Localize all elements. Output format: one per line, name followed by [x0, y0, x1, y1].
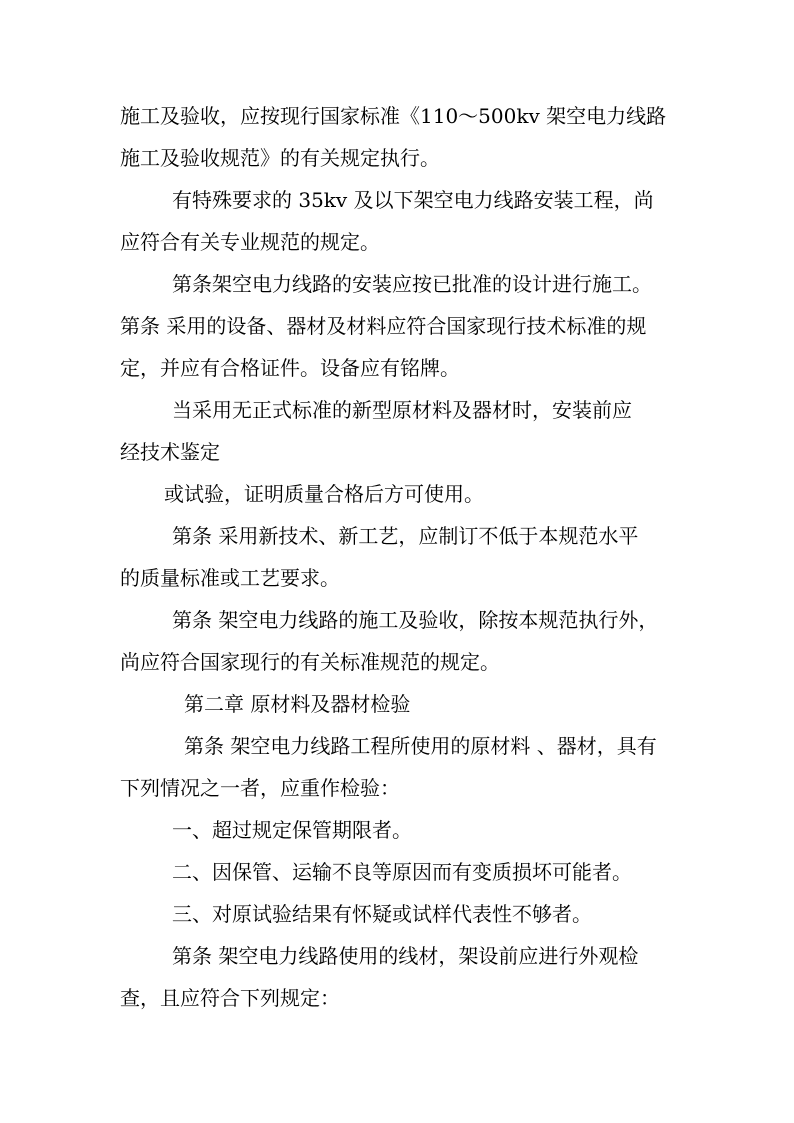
text-line: 施工及验收规范》的有关规定执行。 — [120, 146, 440, 170]
text-line: 第条 架空电力线路使用的线材，架设前应进行外观检 — [172, 944, 639, 968]
text-line: 或试验，证明质量合格后方可使用。 — [164, 482, 484, 506]
text-line: 尚应符合国家现行的有关标准规范的规定。 — [120, 650, 500, 674]
text-line: 施工及验收，应按现行国家标准《110～500kv 架空电力线路 — [120, 104, 667, 128]
text-line: 有特殊要求的 35kv 及以下架空电力线路安装工程，尚 — [172, 188, 654, 212]
text-line: 应符合有关专业规范的规定。 — [120, 230, 380, 254]
text-line: 当采用无正式标准的新型原材料及器材时，安装前应 — [172, 398, 632, 422]
text-line: 经技术鉴定 — [120, 440, 220, 464]
text-line: 的质量标准或工艺要求。 — [120, 566, 340, 590]
text-line: 第条 采用新技术、新工艺，应制订不低于本规范水平 — [172, 524, 639, 548]
list-item: 二、因保管、运输不良等原因而有变质损坏可能者。 — [172, 860, 632, 884]
text-line: 下列情况之一者，应重作检验： — [120, 776, 400, 800]
list-item: 一、超过规定保管期限者。 — [172, 818, 412, 842]
text-line: 第条 采用的设备、器材及材料应符合国家现行技术标准的规 — [120, 314, 647, 338]
text-line: 第条架空电力线路的安装应按已批准的设计进行施工。 — [172, 272, 652, 296]
text-line: 第条 架空电力线路工程所使用的原材料 、器材，具有 — [184, 734, 657, 758]
chapter-heading: 第二章 原材料及器材检验 — [184, 692, 411, 716]
text-line: 第条 架空电力线路的施工及验收，除按本规范执行外， — [172, 608, 659, 632]
text-line: 查，且应符合下列规定： — [120, 986, 340, 1010]
text-line: 定，并应有合格证件。设备应有铭牌。 — [120, 356, 460, 380]
list-item: 三、对原试验结果有怀疑或试样代表性不够者。 — [172, 902, 592, 926]
